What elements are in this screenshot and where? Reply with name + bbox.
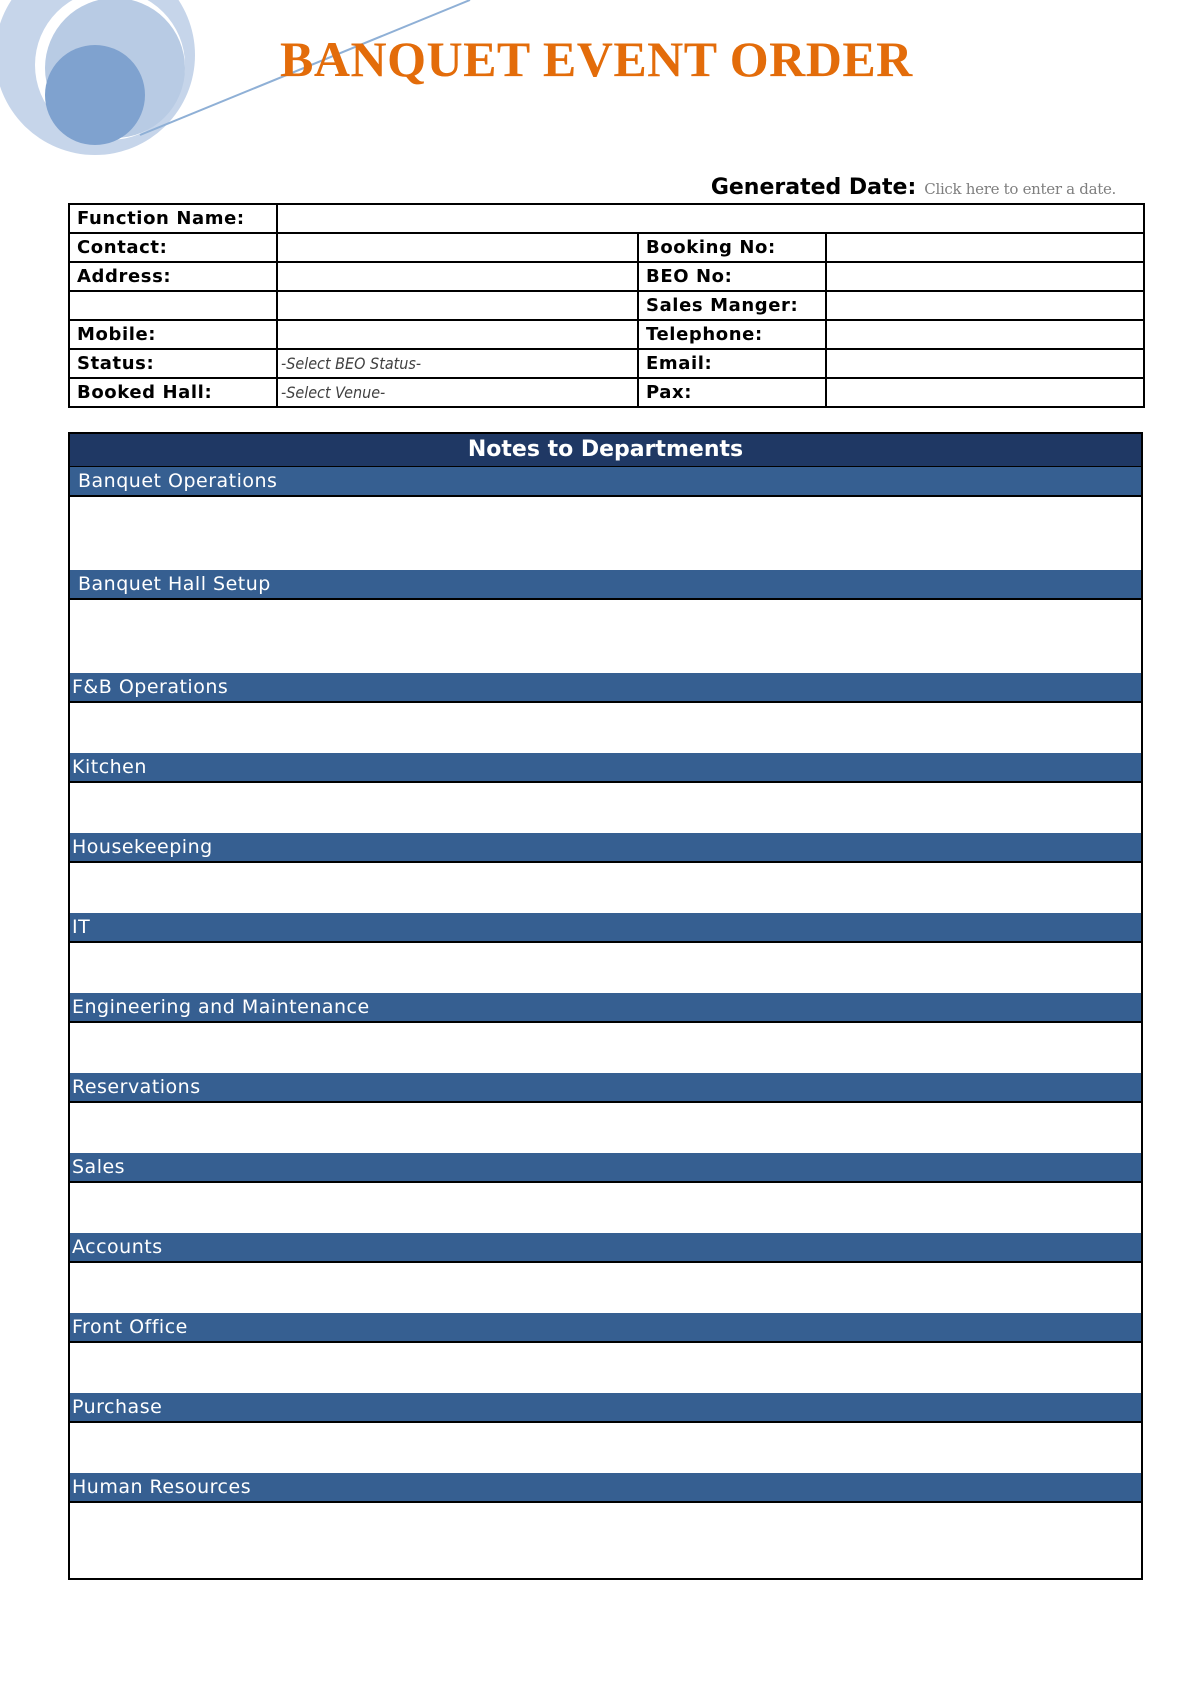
address-field-2[interactable] (277, 291, 638, 320)
dept-bar-accounts: Accounts (70, 1233, 1141, 1263)
email-field[interactable] (826, 349, 1144, 378)
dept-bar-purchase: Purchase (70, 1393, 1141, 1423)
dept-bar-sales: Sales (70, 1153, 1141, 1183)
email-label: Email: (638, 349, 826, 378)
logo-inner-circle (45, 45, 145, 145)
dept-bar-fb-operations: F&B Operations (70, 673, 1141, 703)
row-function-name (69, 204, 1144, 233)
event-info-table (68, 203, 1145, 408)
pax-label: Pax: (638, 378, 826, 407)
sales-manager-label: Sales Manger: (638, 291, 826, 320)
dept-bar-reservations: Reservations (70, 1073, 1141, 1103)
dept-notes-reservations[interactable] (70, 1103, 1141, 1153)
dept-bar-engineering-maintenance: Engineering and Maintenance (70, 993, 1141, 1023)
dept-bar-kitchen: Kitchen (70, 753, 1141, 783)
notes-header: Notes to Departments (70, 434, 1141, 467)
dept-notes-front-office[interactable] (70, 1343, 1141, 1393)
booking-no-label: Booking No: (638, 233, 826, 262)
beo-no-label: BEO No: (638, 262, 826, 291)
address-field[interactable] (277, 262, 638, 291)
dept-bar-front-office: Front Office (70, 1313, 1141, 1343)
dept-notes-housekeeping[interactable] (70, 863, 1141, 913)
mobile-label: Mobile: (69, 320, 277, 349)
beo-no-field[interactable] (826, 262, 1144, 291)
dept-notes-accounts[interactable] (70, 1263, 1141, 1313)
row-contact (69, 233, 1144, 262)
generated-date-label: Generated Date: (710, 175, 917, 200)
dept-bar-banquet-hall-setup: Banquet Hall Setup (70, 570, 1141, 600)
contact-label: Contact: (69, 233, 277, 262)
dept-notes-kitchen[interactable] (70, 783, 1141, 833)
telephone-field[interactable] (826, 320, 1144, 349)
generated-date (711, 175, 1116, 200)
status-select[interactable]: -Select BEO Status- (277, 349, 638, 378)
telephone-label: Telephone: (638, 320, 826, 349)
mobile-field[interactable] (277, 320, 638, 349)
pax-field[interactable] (826, 378, 1144, 407)
dept-bar-it: IT (70, 913, 1141, 943)
dept-notes-it[interactable] (70, 943, 1141, 993)
row-status (69, 349, 1144, 378)
generated-date-picker[interactable]: Click here to enter a date. (924, 180, 1116, 198)
booked-hall-label: Booked Hall: (69, 378, 277, 407)
sales-manager-field[interactable] (826, 291, 1144, 320)
dept-bar-human-resources: Human Resources (70, 1473, 1141, 1503)
dept-bar-housekeeping: Housekeeping (70, 833, 1141, 863)
dept-notes-purchase[interactable] (70, 1423, 1141, 1473)
status-label: Status: (69, 349, 277, 378)
row-mobile (69, 320, 1144, 349)
dept-notes-banquet-operations[interactable] (70, 497, 1141, 570)
notes-to-departments (68, 432, 1143, 1580)
function-name-field[interactable] (277, 204, 1144, 233)
contact-field[interactable] (277, 233, 638, 262)
address-label-blank (69, 291, 277, 320)
function-name-label: Function Name: (69, 204, 277, 233)
venue-select[interactable]: -Select Venue- (277, 378, 638, 407)
address-label: Address: (69, 262, 277, 291)
dept-notes-sales[interactable] (70, 1183, 1141, 1233)
row-address-2 (69, 291, 1144, 320)
dept-bar-banquet-operations: Banquet Operations (70, 467, 1141, 497)
document-title: BANQUET EVENT ORDER (280, 31, 913, 87)
booking-no-field[interactable] (826, 233, 1144, 262)
row-address (69, 262, 1144, 291)
dept-notes-banquet-hall-setup[interactable] (70, 600, 1141, 673)
dept-notes-engineering-maintenance[interactable] (70, 1023, 1141, 1073)
row-booked-hall (69, 378, 1144, 407)
dept-notes-fb-operations[interactable] (70, 703, 1141, 753)
dept-notes-human-resources[interactable] (70, 1503, 1141, 1578)
